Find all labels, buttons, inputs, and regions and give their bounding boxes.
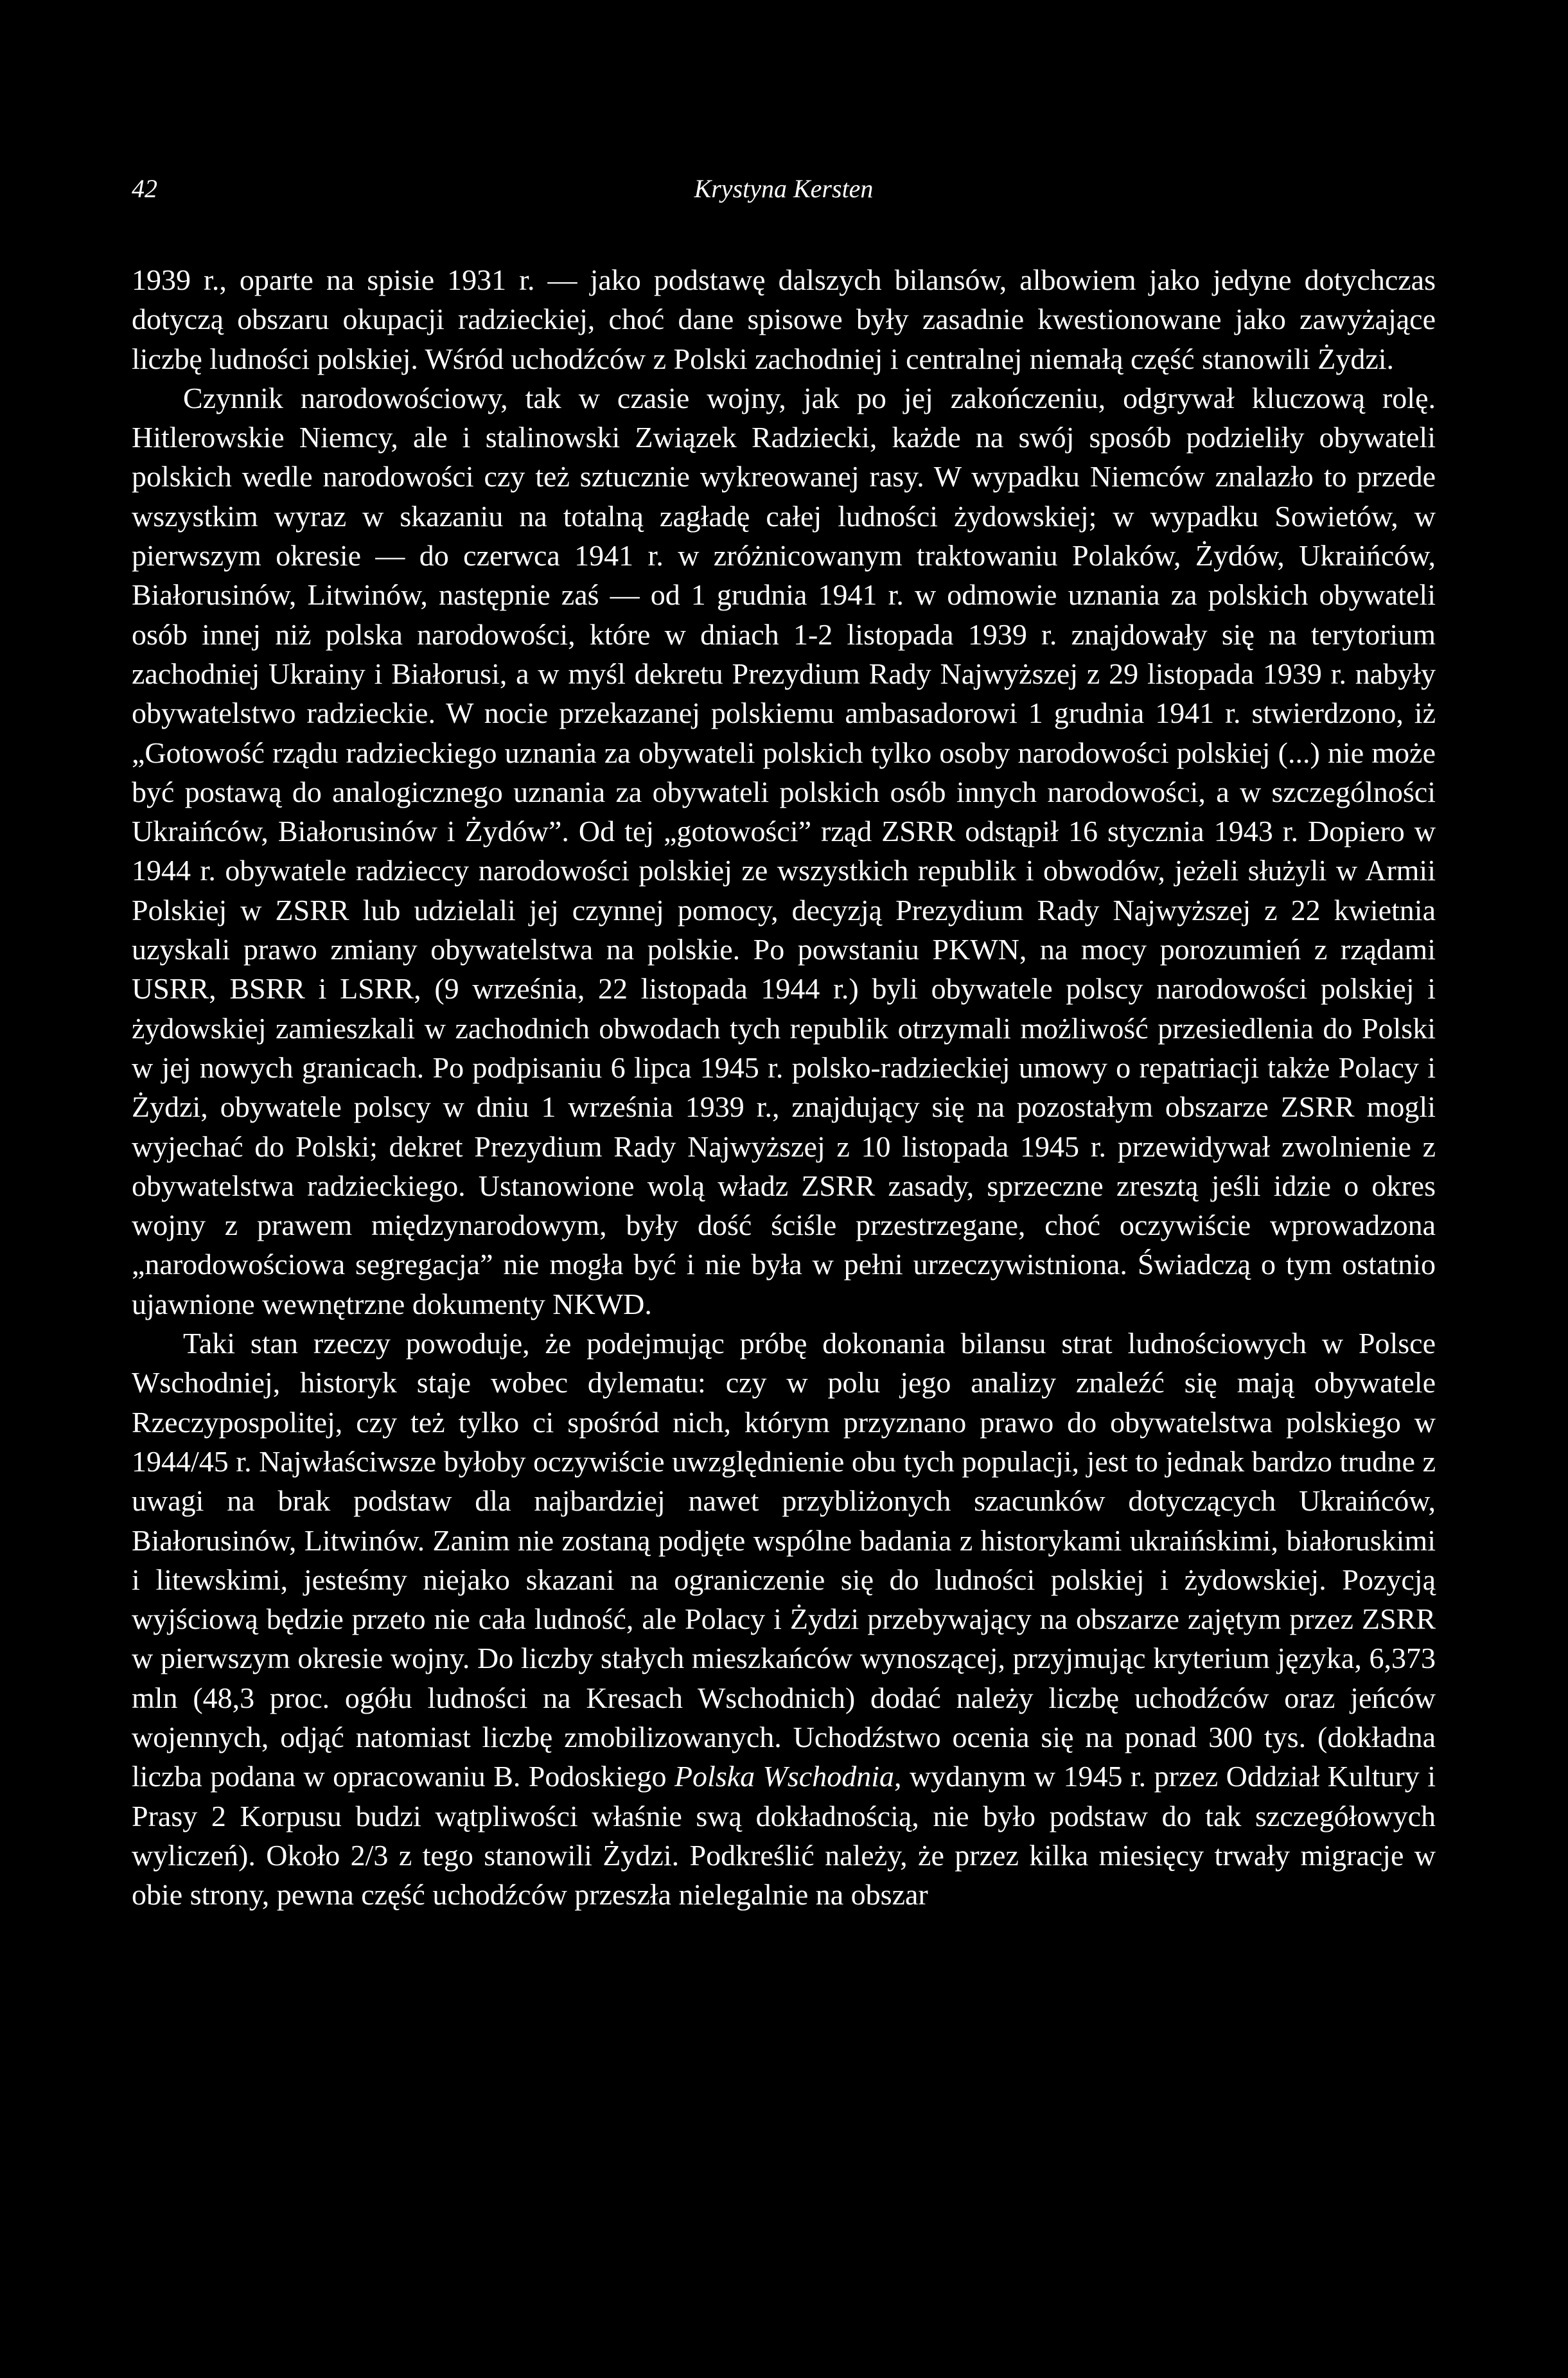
body-text [132,260,1436,1914]
paragraph-population-balance [132,1324,1436,1914]
paragraph-text-after-title: , wydanym w 1945 r. przez Oddział Kultury i Prasy 2 Korpusu budzi wątpliwości właśnie swą dokładnością, nie było podstaw do tak szczegółowych wyliczeń). Około 2/3 z tego stanowili Żydzi. Podkreślić należy, że przez kilka miesięcy trwały migracje w obie strony, pewna część uchodźców przeszła nielegalnie na obszar [132,1760,1436,1912]
running-header [132,173,1436,212]
paragraph-nationality-factor: Czynnik narodowościowy, tak w czasie wojny, jak po jej zakończeniu, odgrywał kluczową rolę. Hitlerowskie Niemcy, ale i stalinowski Związek Radziecki, każde na swój sposób podzieliły obywateli polskich wedle narodowości czy też sztucznie wykreowanej rasy. W wypadku Niemców znalazło to przede wszystkim wyraz w skazaniu na totalną zagładę całej ludności żydowskiej; w wypadku Sowietów, w pierwszym okresie — do czerwca 1941 r. w zróżnicowanym traktowaniu Polaków, Żydów, Ukraińców, Białorusinów, Litwinów, następnie zaś — od 1 grudnia 1941 r. w odmowie uznania za polskich obywateli osób innej niż polska narodowości, które w dniach 1-2 listopada 1939 r. znajdowały się na terytorium zachodniej Ukrainy i Białorusi, a w myśl dekretu Prezydium Rady Najwyższej z 29 listopada 1939 r. nabyły obywatelstwo radzieckie. W nocie przekazanej polskiemu ambasadorowi 1 grudnia 1941 r. stwierdzono, iż „Gotowość rządu radzieckiego uznania za obywateli polskich tylko osoby narodowości polskiej (...) nie może być postawą do analogicznego uznania za obywateli polskich osób innych narodowości, a w szczególności Ukraińców, Białorusinów i Żydów”. Od tej „gotowości” rząd ZSRR odstąpił 16 stycznia 1943 r. Dopiero w 1944 r. obywatele radzieccy narodowości polskiej ze wszystkich republik i obwodów, jeżeli służyli w Armii Polskiej w ZSRR lub udzielali jej czynnej pomocy, decyzją Prezydium Rady Najwyższej z 22 kwietnia uzyskali prawo zmiany obywatelstwa na polskie. Po powstaniu PKWN, na mocy porozumień z rządami USRR, BSRR i LSRR, (9 września, 22 listopada 1944 r.) byli obywatele polscy narodowości polskiej i żydowskiej zamieszkali w zachodnich obwodach tych republik otrzymali możliwość przesiedlenia do Polski w jej nowych granicach. Po podpisaniu 6 lipca 1945 r. polsko-radzieckiej umowy o repatriacji także Polacy i Żydzi, obywatele polscy w dniu 1 września 1939 r., znajdujący się na pozostałym obszarze ZSRR mogli wyjechać do Polski; dekret Prezydium Rady Najwyższej z 10 listopada 1945 r. przewidywał zwolnienie z obywatelstwa radzieckiego. Ustanowione wolą władz ZSRR zasady, sprzeczne zresztą jeśli idzie o okres wojny z prawem międzynarodowym, były dość ściśle przestrzegane, choć oczywiście wprowadzona „narodowościowa segregacja” nie mogła być i nie była w pełni urzeczywistniona. Świadczą o tym ostatnio ujawnione wewnętrzne dokumenty NKWD. [132,381,1436,1320]
running-head-author: Krystyna Kersten [694,174,874,203]
book-title: Polska Wschodnia [674,1760,894,1793]
paragraph-text-before-title: Taki stan rzeczy powoduje, że podejmując próbę dokonania bilansu strat ludnościowych w Polsce Wschodniej, historyk staje wobec dylematu: czy w polu jego analizy znaleźć się mają obywatele Rzeczypospolitej, czy też tylko ci spośród nich, którym przyznano prawo do obywatelstwa polskiego w 1944/45 r. Najwłaściwsze byłoby oczywiście uwzględnienie obu tych populacji, jest to jednak bardzo trudne z uwagi na brak podstaw dla najbardziej nawet przybliżonych szacunków dotyczących Ukraińców, Białorusinów, Litwinów. Zanim nie zostaną podjęte wspólne badania z historykami ukraińskimi, białoruskimi i litewskimi, jesteśmy niejako skazani na ograniczenie się do ludności polskiej i żydowskiej. Pozycją wyjściową będzie przeto nie cała ludność, ale Polacy i Żydzi przebywający na obszarze zajętym przez ZSRR w pierwszym okresie wojny. Do liczby stałych mieszkańców wynoszącej, przyjmując kryterium języka, 6,373 mln (48,3 proc. ogółu ludności na Kresach Wschodnich) dodać należy liczbę uchodźców oraz jeńców wojennych, odjąć natomiast liczbę zmobilizowanych. Uchodźstwo ocenia się na ponad 300 tys. (dokładna liczba podana w opracowaniu B. Podoskiego [132,1327,1436,1793]
page-number: 42 [132,174,157,203]
paragraph-continued: 1939 r., oparte na spisie 1931 r. — jako podstawę dalszych bilansów, albowiem jako jedyne dotychczas dotyczą obszaru okupacji radzieckiej, choć dane spisowe były zasadnie kwestionowane jako zawyżające liczbę ludności polskiej. Wśród uchodźców z Polski zachodniej i centralnej niemałą część stanowili Żydzi. [132,263,1436,375]
